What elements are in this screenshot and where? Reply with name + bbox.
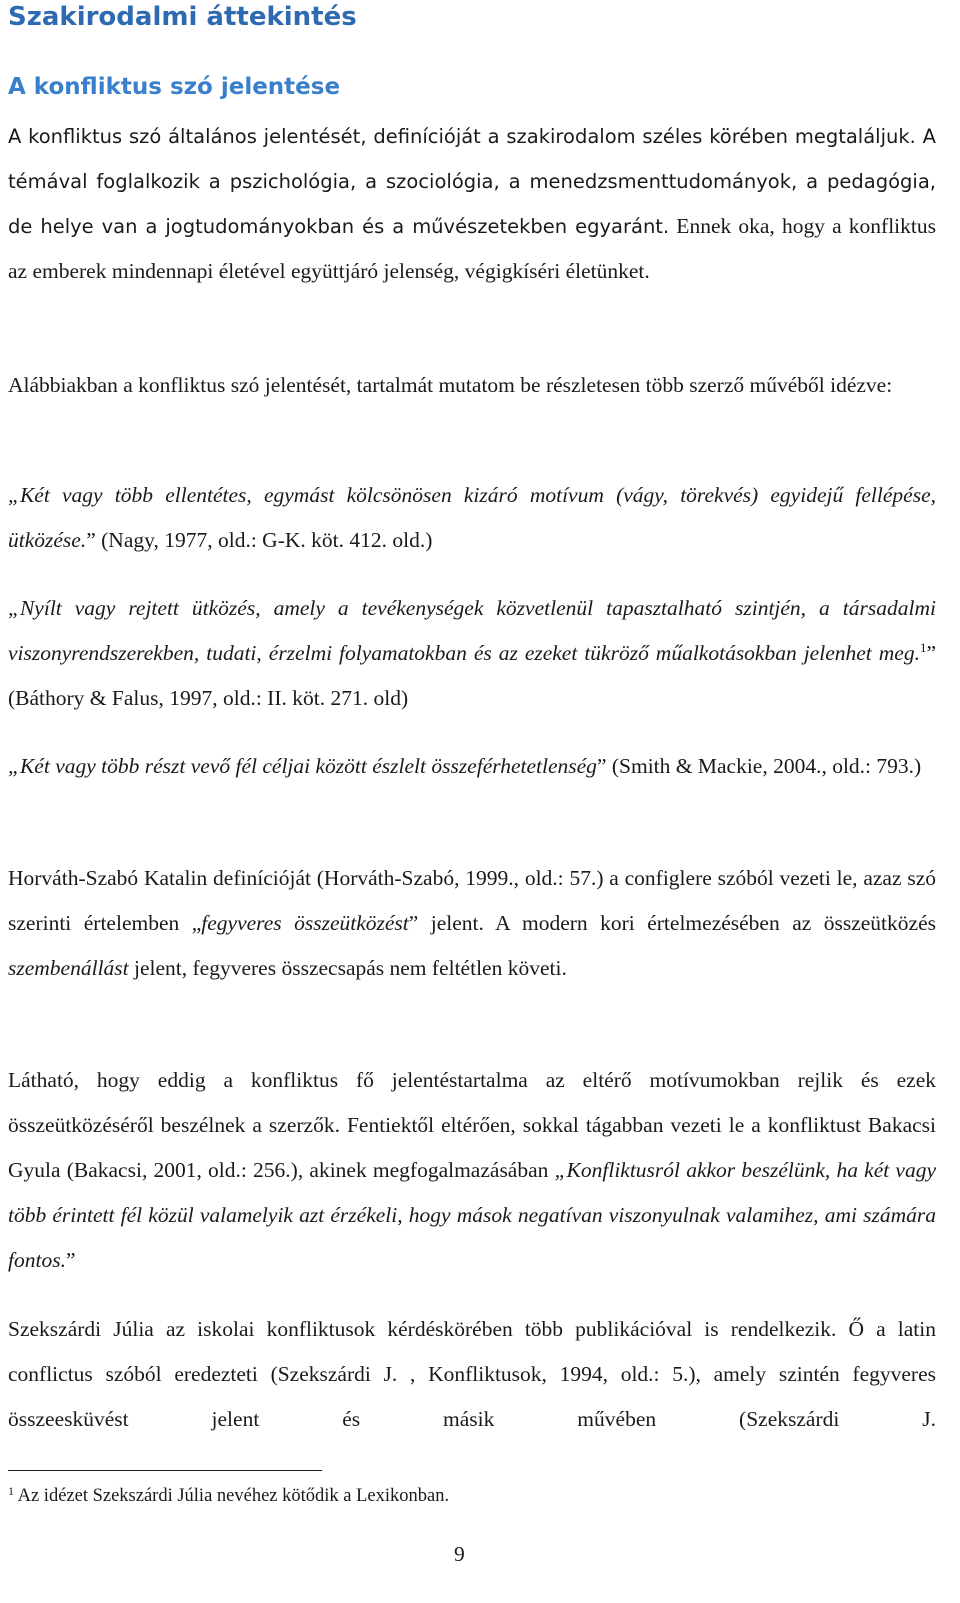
paragraph-intro [8, 114, 936, 294]
quote-bathory-text: „Nyílt vagy rejtett ütközés, amely a tevékenységek közvetlenül tapasztalható szintjén, a társadalmi viszonyrendszerekben, tudati, érzelmi folyamatokban és az ezeket tükröző műalkotásokban jelenhet meg. [8, 596, 936, 665]
paragraph-szekszardi: Szekszárdi Júlia az iskolai konfliktusok kérdéskörében több publikációval is rendelkezik. Ő a latin conflictus szóból eredezteti (Szekszárdi J. , Konfliktusok, 1994, old.: 5.), amely szintén fegyveres összeesküvést jelent és másik művében (Szekszárdi J. [8, 1317, 936, 1431]
intro-text-sans: A konfliktus szó általános jelentését, definícióját a szakirodalom széles körében megtaláljuk. A témával foglalkozik a pszichológia, a szociológia, a menedzsmenttudományok, a pedagógia, de helye van a jogtudományokban és a művészetekben egyaránt. [8, 125, 936, 238]
paragraph-horvath [8, 856, 936, 991]
section-heading: Szakirodalmi áttekintés [8, 2, 357, 32]
horvath-emph-2: szembenállást [8, 956, 129, 980]
quote-nagy-text: „Két vagy több ellentétes, egymást kölcsönösen kizáró motívum (vágy, törekvés) egyidejű fellépése, ütközése. [8, 483, 936, 552]
quote-smith [8, 744, 936, 789]
horvath-text-2: ” jelent. A modern kori értelmezésében az összeütközés [408, 911, 936, 935]
quote-nagy [8, 473, 936, 563]
horvath-emph-1: fegyveres összeütközést [201, 911, 409, 935]
bakacsi-quote: „Konfliktusról akkor beszélünk, ha két vagy több érintett fél közül valamelyik azt érzékeli, hogy mások negatívan viszonyulnak valamihez, ami számára fontos. [8, 1158, 936, 1272]
footnote [8, 1484, 449, 1508]
quote-bathory [8, 586, 936, 721]
quote-smith-citation: ” (Smith & Mackie, 2004., old.: 793.) [596, 754, 922, 778]
bakacsi-text: Látható, hogy eddig a konfliktus fő jelentéstartalma az eltérő motívumokban rejlik és ezek összeütközéséről beszélnek a szerzők. Fentiektől eltérően, sokkal tágabban vezeti le a konfliktust Bakacsi Gyula (Bakacsi, 2001, old.: 256.), akinek megfogalmazásában [8, 1068, 936, 1182]
horvath-text-3: jelent, fegyveres összecsapás nem feltétlen követi. [128, 956, 567, 980]
footnote-text: Az idézet Szekszárdi Júlia nevéhez kötődik a Lexikonban. [14, 1486, 450, 1506]
intro-text-serif: Ennek oka, hogy a konfliktus az emberek mindennapi életével együttjáró jelenség, végigkíséri életünket. [8, 214, 936, 283]
paragraph-bakacsi [8, 1058, 936, 1283]
footnote-divider [8, 1470, 322, 1471]
horvath-text-1: Horváth-Szabó Katalin definícióját (Horváth-Szabó, 1999., old.: 57.) a configlere szóból vezeti le, azaz szó szerinti értelemben „ [8, 866, 936, 935]
quote-nagy-citation: ” (Nagy, 1977, old.: G-K. köt. 412. old.) [86, 528, 433, 552]
subsection-heading: A konfliktus szó jelentése [8, 74, 341, 100]
quote-bathory-citation: ” (Báthory & Falus, 1997, old.: II. köt. 271. old) [8, 641, 936, 710]
quote-smith-text: „Két vagy több részt vevő fél céljai között észlelt összeférhetetlenség [8, 754, 597, 778]
paragraph-lead-in: Alábbiakban a konfliktus szó jelentését, tartalmát mutatom be részletesen több szerző művéből idézve: [8, 373, 893, 397]
bakacsi-quote-close: ” [65, 1248, 76, 1272]
page-number: 9 [454, 1542, 465, 1566]
footnote-ref: 1 [919, 640, 927, 655]
footnote-mark: 1 [8, 1484, 14, 1498]
